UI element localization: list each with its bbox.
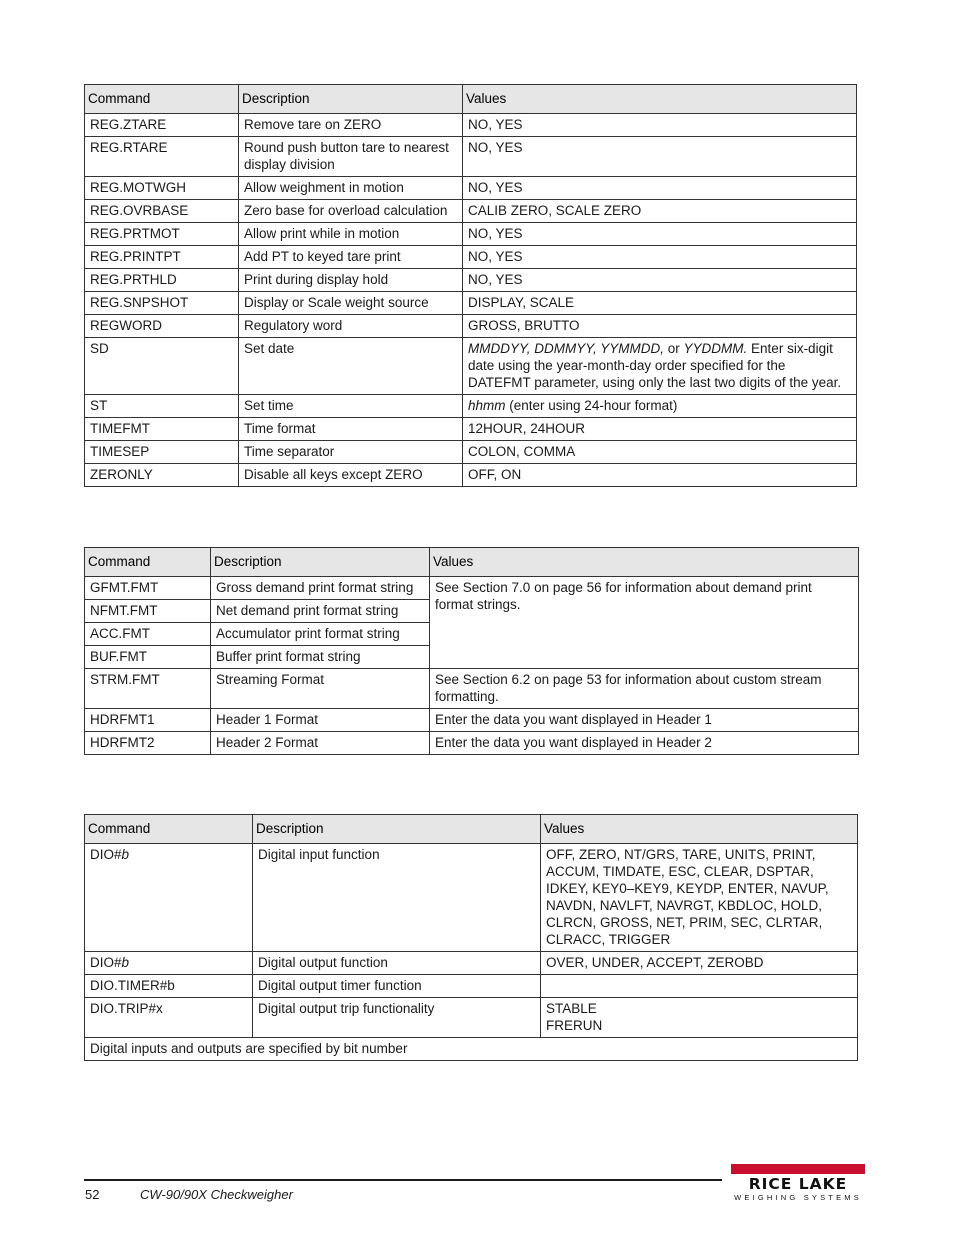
table-row xyxy=(85,292,857,315)
command-cell: DIO.TRIP#x xyxy=(85,998,253,1038)
description-cell: Allow print while in motion xyxy=(239,223,463,246)
values-cell-merged: See Section 7.0 on page 56 for information about demand print format strings. xyxy=(430,577,859,669)
command-cell: REG.PRTMOT xyxy=(85,223,239,246)
description-cell: Add PT to keyed tare print xyxy=(239,246,463,269)
values-cell: NO, YES xyxy=(463,269,857,292)
value-line: FRERUN xyxy=(546,1018,603,1033)
column-header: Command xyxy=(85,815,253,844)
values-cell: NO, YES xyxy=(463,177,857,200)
logo-subtitle: WEIGHING SYSTEMS xyxy=(734,1193,862,1202)
command-prefix: DIO# xyxy=(90,955,122,970)
command-cell: HDRFMT1 xyxy=(85,709,211,732)
table-row xyxy=(85,338,857,395)
description-cell: Streaming Format xyxy=(211,669,430,709)
description-cell: Digital output function xyxy=(253,952,541,975)
date-format-note: Enter six-digit date using the year-month-day order specified for the DATEFMT parameter, using only the last two digits of the year. xyxy=(468,341,842,390)
values-cell: Enter the data you want displayed in Header 2 xyxy=(430,732,859,755)
time-format: hhmm xyxy=(468,398,506,413)
date-format-option-last: YYDDMM. xyxy=(683,341,748,356)
table-row xyxy=(85,137,857,177)
command-bit-variable: b xyxy=(121,955,130,970)
column-header: Command xyxy=(85,548,211,577)
logo-red-bar xyxy=(731,1164,865,1174)
values-cell xyxy=(463,395,857,418)
table-row xyxy=(85,709,859,732)
command-cell: REG.MOTWGH xyxy=(85,177,239,200)
table-row xyxy=(85,669,859,709)
column-header: Description xyxy=(239,85,463,114)
table-row xyxy=(85,844,858,952)
column-header: Description xyxy=(253,815,541,844)
table-digital-io-commands xyxy=(84,814,858,1061)
command-cell xyxy=(85,952,253,975)
description-cell: Allow weighment in motion xyxy=(239,177,463,200)
values-cell: GROSS, BRUTTO xyxy=(463,315,857,338)
values-cell: OVER, UNDER, ACCEPT, ZEROBD xyxy=(541,952,858,975)
values-cell xyxy=(541,975,858,998)
table-header-row xyxy=(85,548,859,577)
command-cell: DIO.TIMER#b xyxy=(85,975,253,998)
footer-rule xyxy=(84,1179,722,1181)
column-header: Values xyxy=(430,548,859,577)
values-cell: See Section 6.2 on page 53 for information about custom stream formatting. xyxy=(430,669,859,709)
table-row xyxy=(85,177,857,200)
table-row xyxy=(85,732,859,755)
command-cell: REG.PRTHLD xyxy=(85,269,239,292)
command-cell: REG.PRINTPT xyxy=(85,246,239,269)
table-header-row xyxy=(85,815,858,844)
description-cell: Digital output timer function xyxy=(253,975,541,998)
column-header: Values xyxy=(463,85,857,114)
description-cell: Buffer print format string xyxy=(211,646,430,669)
description-cell: Set time xyxy=(239,395,463,418)
table-row xyxy=(85,998,858,1038)
command-cell: BUF.FMT xyxy=(85,646,211,669)
values-cell: 12HOUR, 24HOUR xyxy=(463,418,857,441)
description-cell: Header 1 Format xyxy=(211,709,430,732)
or-text: or xyxy=(664,341,684,356)
command-cell: ACC.FMT xyxy=(85,623,211,646)
values-cell: COLON, COMMA xyxy=(463,441,857,464)
values-cell: DISPLAY, SCALE xyxy=(463,292,857,315)
command-cell: REG.SNPSHOT xyxy=(85,292,239,315)
table-row xyxy=(85,418,857,441)
description-cell: Zero base for overload calculation xyxy=(239,200,463,223)
table-row xyxy=(85,223,857,246)
table-note: Digital inputs and outputs are specified by bit number xyxy=(85,1038,858,1061)
description-cell: Set date xyxy=(239,338,463,395)
value-line: STABLE xyxy=(546,1001,597,1016)
logo-wordmark: RICE LAKE xyxy=(748,1175,848,1193)
command-cell: GFMT.FMT xyxy=(85,577,211,600)
date-format-options: MMDDYY, DDMMYY, YYMMDD, xyxy=(468,341,665,356)
values-cell: NO, YES xyxy=(463,137,857,177)
table-regulatory-commands xyxy=(84,84,857,487)
description-cell: Gross demand print format string xyxy=(211,577,430,600)
document-title: CW-90/90X Checkweigher xyxy=(140,1187,293,1202)
command-cell: HDRFMT2 xyxy=(85,732,211,755)
command-cell: ZERONLY xyxy=(85,464,239,487)
table-format-commands xyxy=(84,547,859,755)
values-cell: NO, YES xyxy=(463,223,857,246)
table-header-row xyxy=(85,85,857,114)
table-row xyxy=(85,577,859,600)
table-row xyxy=(85,114,857,137)
table-row xyxy=(85,952,858,975)
table-row xyxy=(85,269,857,292)
command-cell: REGWORD xyxy=(85,315,239,338)
values-cell xyxy=(541,998,858,1038)
description-cell: Regulatory word xyxy=(239,315,463,338)
description-cell: Accumulator print format string xyxy=(211,623,430,646)
values-cell: CALIB ZERO, SCALE ZERO xyxy=(463,200,857,223)
column-header: Command xyxy=(85,85,239,114)
values-cell: Enter the data you want displayed in Header 1 xyxy=(430,709,859,732)
rice-lake-logo xyxy=(727,1164,869,1204)
command-cell: SD xyxy=(85,338,239,395)
command-prefix: DIO# xyxy=(90,847,122,862)
command-bit-variable: b xyxy=(121,847,130,862)
values-cell xyxy=(463,338,857,395)
column-header: Values xyxy=(541,815,858,844)
table-row xyxy=(85,395,857,418)
description-cell: Time format xyxy=(239,418,463,441)
command-cell: NFMT.FMT xyxy=(85,600,211,623)
command-cell: REG.ZTARE xyxy=(85,114,239,137)
values-cell: OFF, ZERO, NT/GRS, TARE, UNITS, PRINT, ACCUM, TIMDATE, ESC, CLEAR, DSPTAR, IDKEY, KEY0–KEY9, KEYDP, ENTER, NAVUP, NAVDN, NAVLFT, NAVRGT, KBDLOC, HOLD, CLRCN, GROSS, NET, PRIM, SEC, CLRTAR, CLRACC, TRIGGER xyxy=(541,844,858,952)
table-row xyxy=(85,315,857,338)
time-format-note: (enter using 24-hour format) xyxy=(505,398,678,413)
values-cell: NO, YES xyxy=(463,114,857,137)
command-cell: TIMESEP xyxy=(85,441,239,464)
description-cell: Print during display hold xyxy=(239,269,463,292)
command-cell: ST xyxy=(85,395,239,418)
description-cell: Display or Scale weight source xyxy=(239,292,463,315)
description-cell: Round push button tare to nearest display division xyxy=(239,137,463,177)
values-cell: OFF, ON xyxy=(463,464,857,487)
description-cell: Remove tare on ZERO xyxy=(239,114,463,137)
values-cell: NO, YES xyxy=(463,246,857,269)
column-header: Description xyxy=(211,548,430,577)
table-row xyxy=(85,975,858,998)
command-cell: REG.RTARE xyxy=(85,137,239,177)
command-cell xyxy=(85,844,253,952)
description-cell: Time separator xyxy=(239,441,463,464)
table-row xyxy=(85,464,857,487)
table-row xyxy=(85,246,857,269)
description-cell: Net demand print format string xyxy=(211,600,430,623)
description-cell: Digital input function xyxy=(253,844,541,952)
table-row xyxy=(85,200,857,223)
description-cell: Disable all keys except ZERO xyxy=(239,464,463,487)
table-note-row xyxy=(85,1038,858,1061)
table-row xyxy=(85,441,857,464)
command-cell: TIMEFMT xyxy=(85,418,239,441)
description-cell: Header 2 Format xyxy=(211,732,430,755)
description-cell: Digital output trip functionality xyxy=(253,998,541,1038)
page-number: 52 xyxy=(85,1187,100,1202)
command-cell: REG.OVRBASE xyxy=(85,200,239,223)
command-cell: STRM.FMT xyxy=(85,669,211,709)
